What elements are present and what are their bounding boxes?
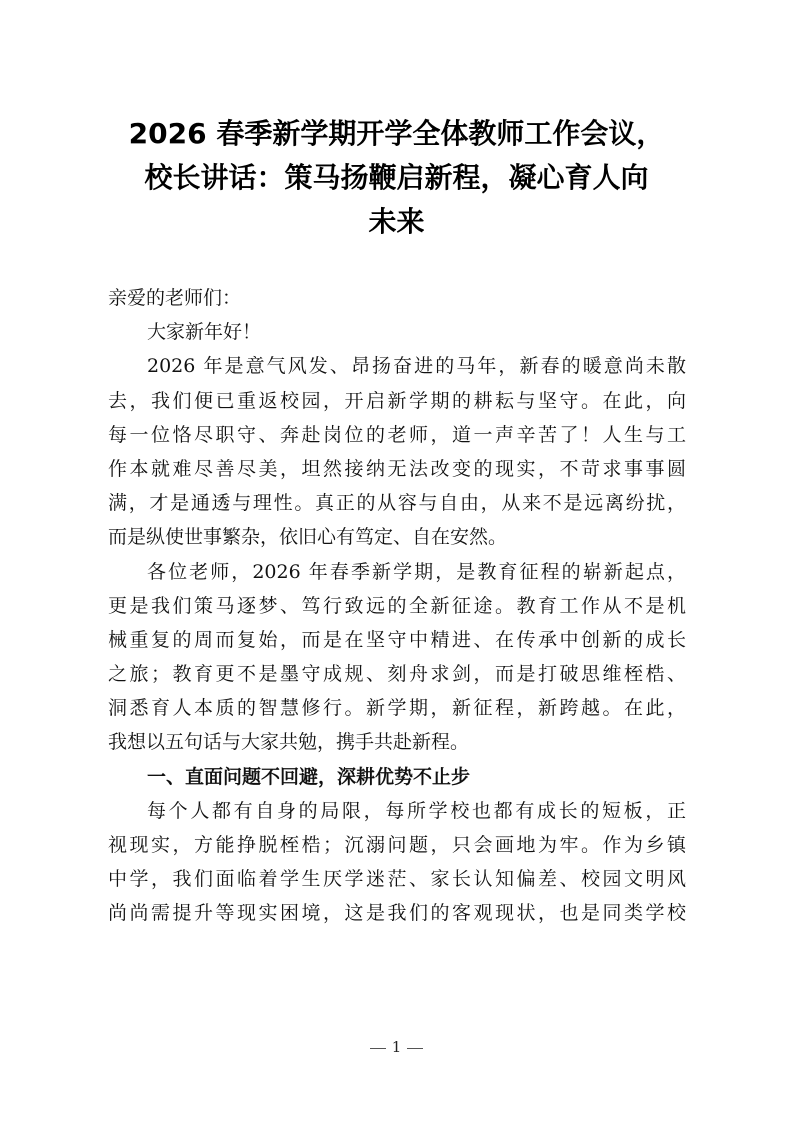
- paragraph-line: 更是我们策马逐梦、笃行致远的全新征途。教育工作从不是机: [108, 594, 686, 617]
- dash-left: [370, 1048, 386, 1049]
- section-paragraph: [108, 794, 686, 931]
- paragraph-line: 之旅；教育更不是墨守成规、刻舟求剑，而是打破思维桎梏、: [108, 663, 686, 686]
- paragraph-2: [108, 555, 686, 760]
- title-line-1: 2026 春季新学期开学全体教师工作会议，: [128, 117, 665, 150]
- paragraph-1: [108, 349, 686, 554]
- paragraph-line: 作本就难尽善尽美，坦然接纳无法改变的现实，不苛求事事圆: [108, 457, 686, 480]
- document-body: [108, 281, 686, 931]
- dash-right: [407, 1048, 423, 1049]
- paragraph-line: 满，才是通透与理性。真正的从容与自由，从来不是远离纷扰，: [108, 492, 686, 515]
- paragraph-line: 尚尚需提升等现实困境，这是我们的客观现状，也是同类学校: [108, 902, 686, 925]
- paragraph-line: 我想以五句话与大家共勉，携手共赴新程。: [108, 731, 470, 754]
- paragraph-line: 洞悉育人本质的智慧修行。新学期，新征程，新跨越。在此，: [108, 697, 686, 720]
- paragraph-line: 而是纵使世事繁杂，依旧心有笃定、自在安然。: [108, 526, 508, 549]
- document-title: [100, 112, 693, 244]
- paragraph-line: 每个人都有自身的局限，每所学校也都有成长的短板，正: [147, 799, 686, 822]
- paragraph-line: 各位老师，2026 年春季新学期，是教育征程的崭新起点，: [147, 560, 686, 583]
- paragraph-line: 每一位恪尽职守、奔赴岗位的老师，道一声辛苦了！人生与工: [108, 423, 686, 446]
- paragraph-line: 械重复的周而复始，而是在坚守中精进、在传承中创新的成长: [108, 628, 686, 651]
- paragraph-line: 视现实，方能挣脱桎梏；沉溺问题，只会画地为牢。作为乡镇: [108, 834, 686, 856]
- section-heading: 一、直面问题不回避，深耕优势不止步: [147, 765, 471, 788]
- page-footer: [0, 1038, 793, 1056]
- title-line-2: 校长讲话：策马扬鞭启新程，凝心育人向: [144, 161, 649, 194]
- page-number: 1: [391, 1038, 402, 1056]
- paragraph-line: 2026 年是意气风发、昂扬奋进的马年，新春的暖意尚未散: [147, 355, 686, 378]
- paragraph-line: 中学，我们面临着学生厌学迷茫、家长认知偏差、校园文明风: [108, 868, 686, 891]
- title-line-3: 未来: [368, 205, 425, 238]
- salutation: 亲爱的老师们：: [108, 287, 242, 309]
- paragraph-line: 去，我们便已重返校园，开启新学期的耕耘与坚守。在此，向: [108, 389, 686, 412]
- greeting: 大家新年好！: [147, 321, 262, 344]
